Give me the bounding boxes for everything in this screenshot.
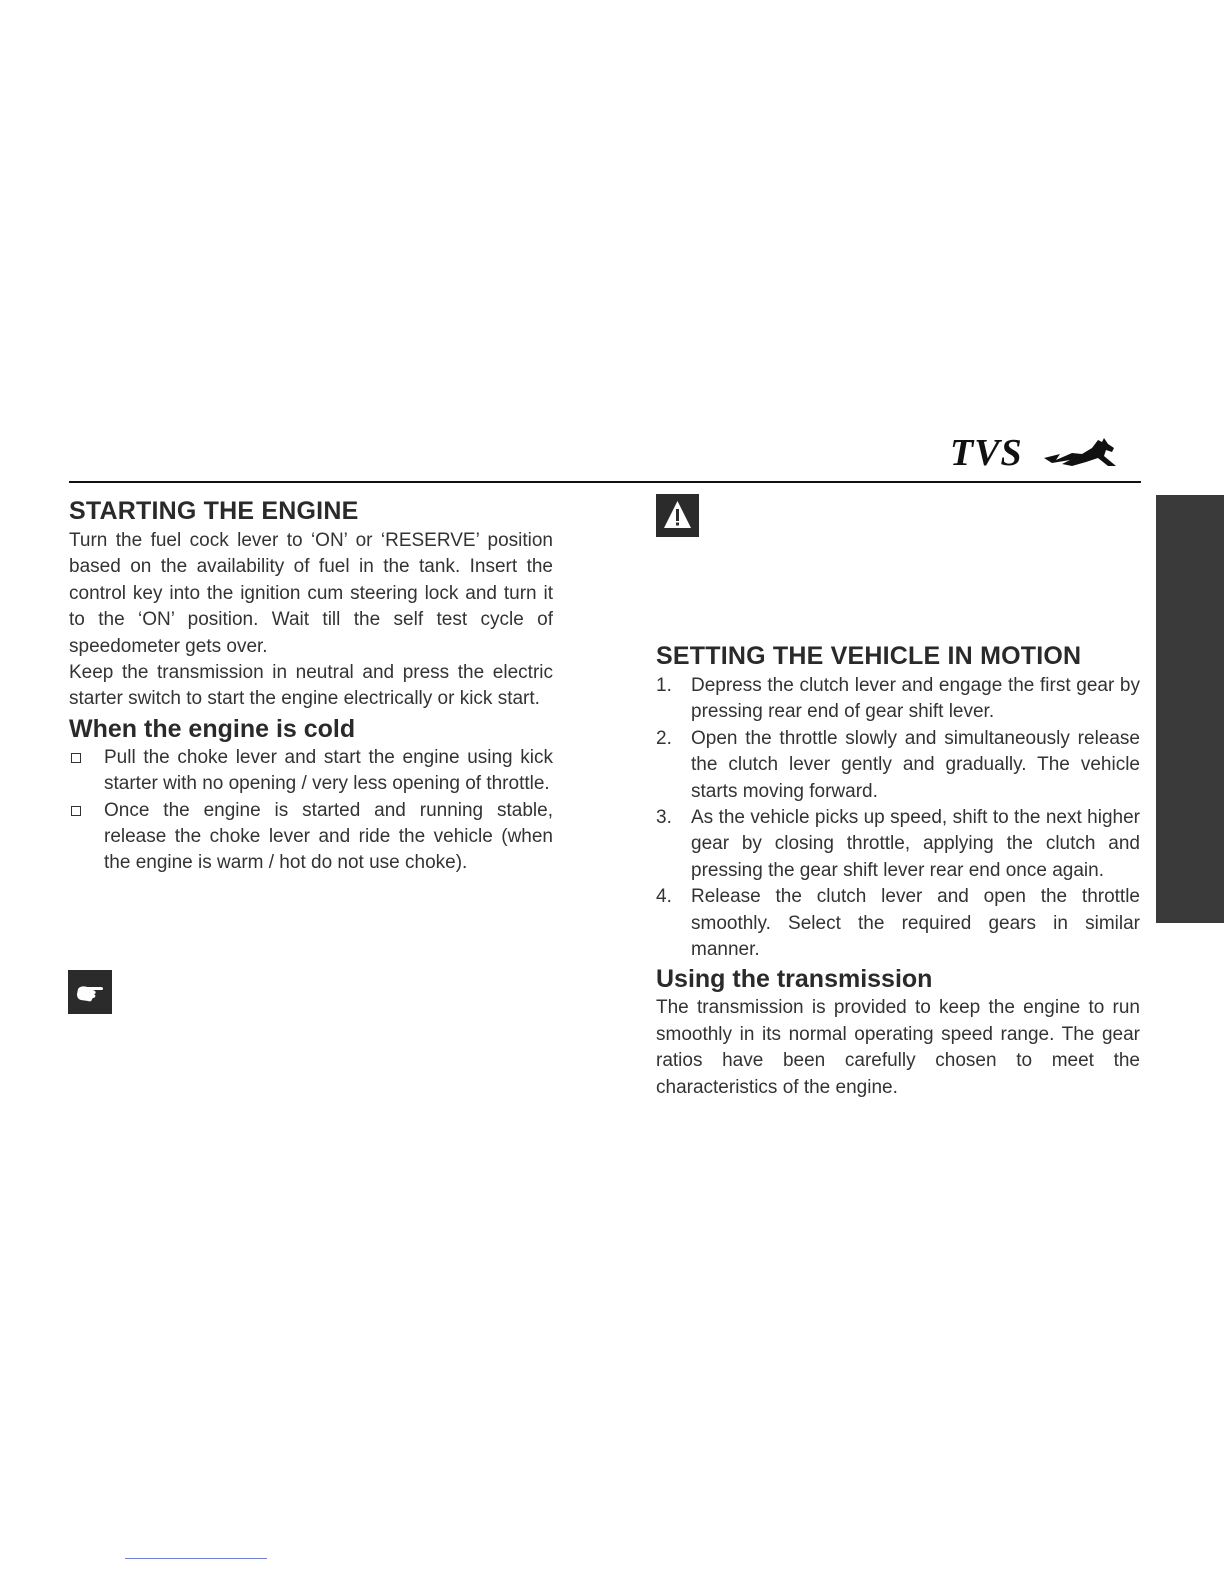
list-item <box>656 673 1140 726</box>
list-item-text: Once the engine is started and running stable, release the choke lever and ride the vehicle (when the engine is warm / hot do not use choke). <box>104 799 553 874</box>
vehicle-motion-title: SETTING THE VEHICLE IN MOTION <box>656 642 1082 670</box>
section-tab <box>1156 495 1224 923</box>
starting-engine-para-2: Keep the transmission in neutral and press the electric starter switch to start the engine electrically or kick start. <box>69 662 553 710</box>
list-item <box>69 798 553 877</box>
list-item-text: Pull the choke lever and start the engine using kick starter with no opening / very less opening of throttle. <box>104 746 553 795</box>
engine-cold-list <box>69 745 553 877</box>
step-number: 4. <box>656 886 672 908</box>
starting-engine-title: STARTING THE ENGINE <box>69 497 359 525</box>
motion-steps-list <box>656 673 1140 963</box>
list-item <box>656 726 1140 805</box>
tvs-logo <box>950 432 1128 474</box>
transmission-subtitle: Using the transmission <box>656 965 933 994</box>
step-text: Open the throttle slowly and simultaneously release the clutch lever gently and gradually. The vehicle starts moving forward. <box>691 727 1140 802</box>
checkbox-bullet-icon <box>71 806 81 816</box>
step-number: 3. <box>656 807 672 829</box>
starting-engine-para-1: Turn the fuel cock lever to ‘ON’ or ‘RESERVE’ position based on the availability of fuel in the tank. Insert the control key into the ignition cum steering lock and turn it to the ‘ON’ position. Wait till the self test cycle of speedometer gets over. <box>69 530 553 657</box>
checkbox-bullet-icon <box>71 753 81 763</box>
header-rule <box>69 481 1141 483</box>
footer-underline <box>125 1558 267 1559</box>
list-item <box>656 805 1140 884</box>
step-number: 2. <box>656 727 672 749</box>
step-text: Depress the clutch lever and engage the first gear by pressing rear end of gear shift lever. <box>691 675 1140 723</box>
list-item <box>69 745 553 798</box>
engine-cold-subtitle: When the engine is cold <box>69 714 356 743</box>
step-text: Release the clutch lever and open the throttle smoothly. Select the required gears in similar manner. <box>691 886 1140 961</box>
horse-logo-icon <box>1042 436 1124 470</box>
logo-text: TVS <box>950 432 1023 474</box>
list-item <box>656 884 1140 963</box>
left-column <box>69 494 553 877</box>
transmission-para: The transmission is provided to keep the engine to run smoothly in its normal operating speed range. The gear ratios have been carefully chosen to meet the characteristics of the engine. <box>656 997 1140 1098</box>
pointing-hand-icon <box>68 970 112 1014</box>
warning-triangle-icon <box>656 494 699 537</box>
right-column <box>656 639 1140 1101</box>
step-text: As the vehicle picks up speed, shift to the next higher gear by closing throttle, applying the clutch and pressing the gear shift lever rear end once again. <box>691 807 1140 881</box>
step-number: 1. <box>656 675 672 696</box>
